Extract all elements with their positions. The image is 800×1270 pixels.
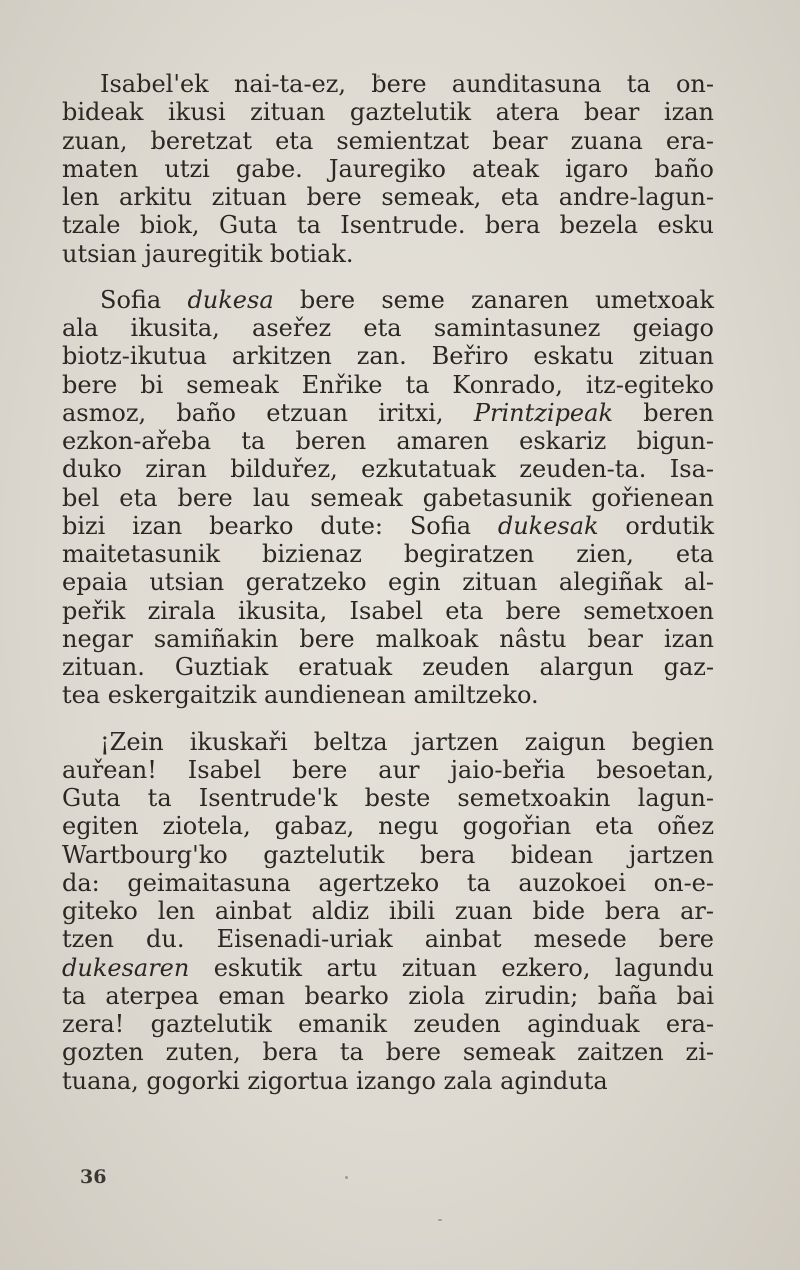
- text-line: utsian jauregitik botiak.: [62, 239, 354, 268]
- text-line: maten utzi gabe. Jauregiko ateak igaro baño: [62, 154, 714, 183]
- text-line: peřik zirala ikusita, Isabel eta bere semetxoen: [62, 596, 714, 625]
- text-line: giteko len ainbat aldiz ibili zuan bide bera ar-: [62, 897, 714, 925]
- text-line: epaia utsian geratzeko egin zituan alegiñak al-: [62, 568, 714, 597]
- text-line: len arkitu zituan bere semeak, eta andre-lagun-: [62, 183, 714, 211]
- text-line: asmoz, baño etzuan iritxi, Printzipeak beren: [62, 398, 714, 427]
- text-line: tea eskergaitzik aundienean amiltzeko.: [62, 681, 539, 710]
- text-line: dukesaren eskutik artu zituan ezkero, lagundu: [62, 953, 714, 982]
- text-line: Isabel'ek nai-ta-ez, bere aunditasuna ta on-: [100, 70, 714, 98]
- text-line: zuan, beretzat eta semientzat bear zuana era-: [62, 126, 714, 155]
- text-line: egiten ziotela, gabaz, negu gogořian eta oñez: [62, 812, 714, 841]
- body-text: [62, 70, 714, 1095]
- paper-speck: [345, 1176, 348, 1179]
- text-line: bizi izan bearko dute: Sofia dukesak ordutik: [62, 511, 714, 540]
- text-line: ezkon-ařeba ta beren amaren eskariz bigun-: [62, 427, 714, 455]
- paragraph-gap: [62, 710, 714, 728]
- text-line: bere bi semeak Enřike ta Konrado, itz-egiteko: [62, 370, 714, 399]
- text-line: zera! gaztelutik emanik zeuden aginduak era-: [62, 1010, 714, 1038]
- text-line: tuana, gogorki zigortua izango zala aginduta: [62, 1066, 608, 1095]
- page-number: 36: [80, 1166, 107, 1188]
- text-line: gozten zuten, bera ta bere semeak zaitzen zi-: [62, 1038, 714, 1067]
- text-line: Guta ta Isentrude'k beste semetxoakin lagun-: [62, 784, 714, 812]
- text-line: ala ikusita, aseřez eta samintasunez geiago: [62, 314, 714, 342]
- text-line: bideak ikusi zituan gaztelutik atera bear izan: [62, 98, 714, 127]
- text-line: zituan. Guztiak eratuak zeuden alargun gaz-: [62, 653, 714, 681]
- paragraph-gap: [62, 268, 714, 286]
- text-line: negar samiñakin bere malkoak nâstu bear izan: [62, 624, 714, 653]
- text-line: Sofia dukesa bere seme zanaren umetxoak: [100, 285, 715, 314]
- text-line: ta aterpea eman bearko ziola zirudin; baña bai: [62, 981, 714, 1010]
- text-line: tzale biok, Guta ta Isentrude. bera bezela esku: [62, 211, 714, 240]
- text-line: ¡Zein ikuskaři beltza jartzen zaigun begien: [100, 727, 714, 756]
- text-line: biotz-ikutua arkitzen zan. Beřiro eskatu zituan: [62, 342, 714, 371]
- text-line: Wartbourg'ko gaztelutik bera bidean jartzen: [62, 840, 714, 869]
- text-line: tzen du. Eisenadi-uriak ainbat mesede bere: [62, 925, 714, 954]
- paper-speck: [438, 1219, 442, 1221]
- text-line: bel eta bere lau semeak gabetasunik gořienean: [62, 483, 714, 512]
- text-line: auřean! Isabel bere aur jaio-beřia besoetan,: [62, 755, 714, 784]
- text-line: duko ziran bilduřez, ezkutatuak zeuden-ta. Isa-: [62, 455, 714, 484]
- text-line: da: geimaitasuna agertzeko ta auzokoei on-e-: [62, 868, 714, 897]
- text-line: maitetasunik bizienaz begiratzen zien, eta: [62, 540, 714, 568]
